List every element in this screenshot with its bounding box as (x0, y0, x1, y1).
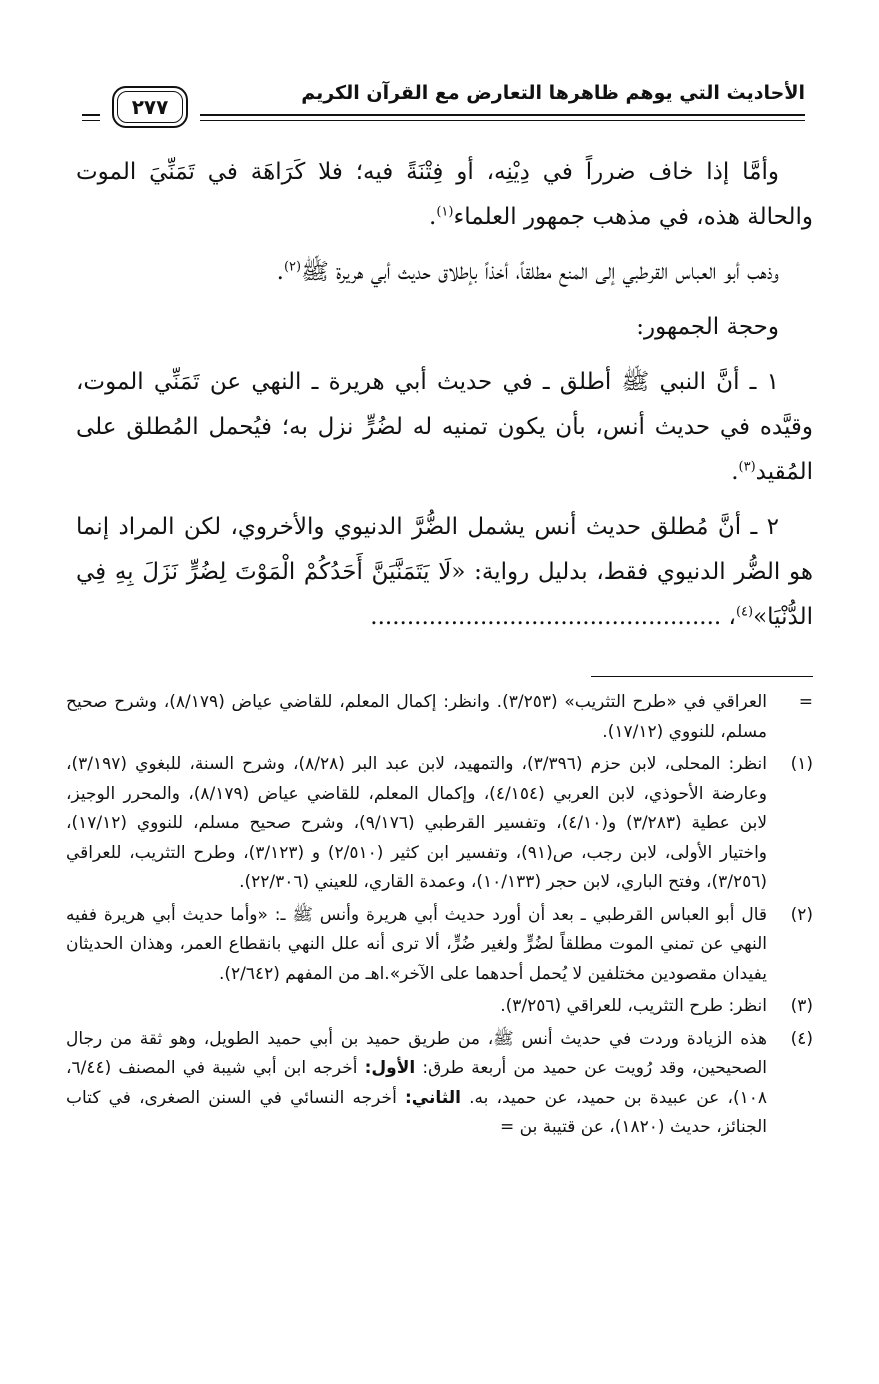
page-number: ٢٧٧ (117, 91, 184, 123)
footnote-continued: = العراقي في «طرح التثريب» (٣/٢٥٣). وانظر: إكمال المعلم، للقاضي عياض (٨/١٧٩)، وشرح صحيح مسلم، للنووي (١٧/١٢). (66, 692, 813, 742)
page-number-frame (100, 84, 200, 130)
footnote-4-label-first: الأول: (364, 1058, 416, 1078)
footnote-4-label-second: الثاني: (404, 1087, 461, 1108)
footnote-ref-4: (٤) (735, 604, 754, 620)
footnote-ref-2: (٢) (283, 259, 302, 275)
main-text (76, 150, 813, 650)
paragraph-4: ١ ـ أنَّ النبي ﷺ أطلق ـ في حديث أبي هريرة ـ النهي عن تَمَنِّي الموت، وقيَّده في حديث أنس، بأن يكون تمنيه له لضُرٍّ نزل به؛ فيُحمل المُطلق على المُقيد$^{(٣)}$. (76, 369, 813, 485)
footnotes (66, 688, 813, 1146)
paragraph-2: وذهب أبو العباس القرطبي إلى المنع مطلقاً، أخذاً بإطلاق حديث أبي هريرة ﷺ$^{(٢)}$. (276, 259, 779, 285)
footnote-separator (591, 676, 813, 677)
footnote-1: (١) انظر: المحلى، لابن حزم (٣/٣٩٦)، والتمهيد، لابن عبد البر (٨/٢٨)، وشرح السنة، للبغوي (٣/١٩٧)، وعارضة الأحوذي، لابن العربي (٤/١٥٤)، وإكمال المعلم، للقاضي عياض (٨/١٧٩)، والمحرر الوجيز، لابن عطية (٣/٢٨٣) و(٤/١٠)، وتفسير القرطبي (٩/١٧٦)، وشرح صحيح مسلم، للنووي (١٧/١٢)، واختيار الأولى، لابن رجب، ص(٩١)، وتفسير ابن كثير (٢/٥١٠) و (٣/١٢٣)، وطرح التثريب، للعراقي (٣/٢٥٦)، وفتح الباري، لابن حجر (١٠/١٣٣)، وعمدة القاري، للعيني (٢٢/٣٠٦). (66, 754, 813, 892)
footnote-2: (٢) قال أبو العباس القرطبي ـ بعد أن أورد حديث أبي هريرة وأنس ﷺ ـ: «وأما حديث أبي هريرة ففيه النهي عن تمني الموت مطلقاً لضُرٍّ ولغير ضُرٍّ، ألا ترى أنه علل النهي بانقطاع العمر، وهذان الحديثان يفيدان مقصودين مختلفين لا يُحمل أحدهما على الآخر».اهـ من المفهم (٢/٦٤٢). (66, 904, 813, 984)
running-header-title: الأحاديث التي يوهم ظاهرها التعارض مع القرآن الكريم (301, 82, 805, 104)
paragraph-3: وحجة الجمهور: (636, 314, 779, 340)
footnote-ref-1: (١) (436, 204, 454, 220)
paragraph-5: ٢ ـ أنَّ مُطلق حديث أنس يشمل الضُّرَّ الدنيوي والأخروي، لكن المراد إنما هو الضُّر الدنيوي فقط، بدليل رواية: «لَا يَتَمَنَّيَنَّ أَحَدُكُمْ الْمَوْتَ لِضُرٍّ نَزَلَ بِهِ فِي الدُّنْيَا»$^{(٤)}$، ................................................ (76, 514, 813, 630)
footnote-4: (٤) هذه الزيادة وردت في حديث أنس ﷺ، من طريق حميد بن أبي حميد الطويل، وهو ثقة من رجال الصحيحين، وقد رُويت عن حميد من أربعة طرق: الأول: أخرجه ابن أبي شيبة في المصنف (٦/٤٤، ١٠٨)، عن عبيدة بن حميد، عن حميد، به. الثاني: أخرجه النسائي في السنن الصغرى، في كتاب الجنائز، حديث (١٨٢٠)، عن قتيبة بن = (66, 1028, 813, 1137)
footnote-3: (٣) انظر: طرح التثريب، للعراقي (٣/٢٥٦). (500, 996, 813, 1016)
footnote-ref-3: (٣) (738, 459, 756, 475)
paragraph-1: وأمَّا إذا خاف ضرراً في دِيْنِه، أو فِتْنَةً فيه؛ فلا كَرَاهَة في تَمَنِّيَ الموت والحالة هذه، في مذهب جمهور العلماء$^{(١)}$. (76, 159, 813, 230)
